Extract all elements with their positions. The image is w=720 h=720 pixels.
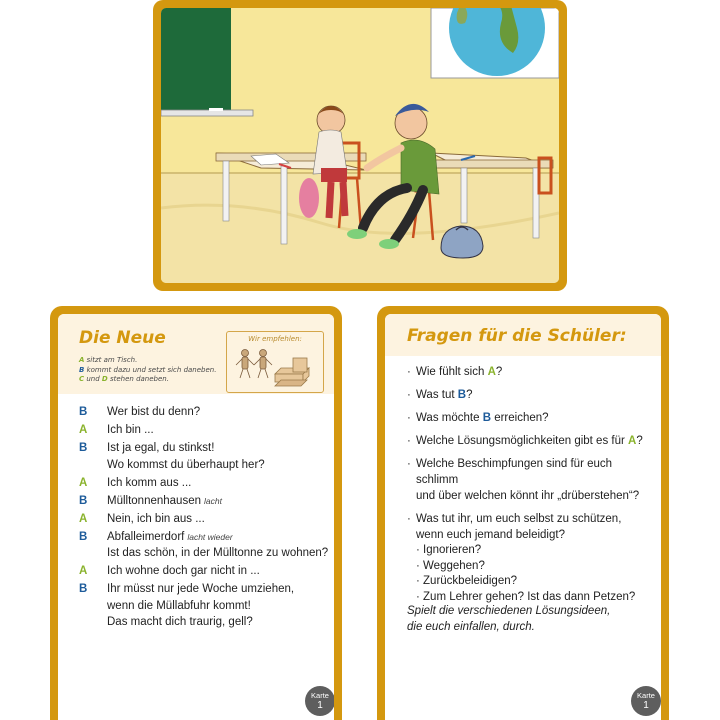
dialog-list xyxy=(79,404,329,632)
speaker-label: B xyxy=(79,442,88,454)
question-item: · Wie fühlt sich A? xyxy=(407,366,503,378)
speaker-label: B xyxy=(79,406,88,418)
speaker-label: B xyxy=(79,583,88,595)
setup-instructions: A sitzt am Tisch. B kommt dazu und setzt sich daneben. C und D stehen daneben. xyxy=(79,356,217,383)
question-item: · Welche Lösungsmöglichkeiten gibt es für A? xyxy=(407,435,643,447)
sub-option: · Zurückbeleidigen? xyxy=(416,575,518,587)
scene-card-body xyxy=(58,314,334,720)
questions-card-body xyxy=(385,314,661,720)
card-title: Die Neue xyxy=(79,328,166,348)
speaker-label: B xyxy=(79,494,88,507)
questions-card xyxy=(377,306,669,720)
speaker-label: A xyxy=(79,476,88,489)
question-item: · Welche Beschimpfungen sind für euch schlimm und über welchen könnt ihr „drüberstehen“? xyxy=(407,458,640,502)
backpack xyxy=(441,226,483,258)
card-title: Fragen für die Schüler: xyxy=(407,326,627,346)
props-icon xyxy=(227,332,323,392)
role-b: B xyxy=(79,365,85,374)
recommendation-label: Wir empfehlen: xyxy=(248,335,302,343)
question-item: · Was möchte B erreichen? xyxy=(407,412,549,424)
recommendation-box xyxy=(226,331,324,393)
speaker-label: A xyxy=(79,512,88,525)
sub-option: · Zum Lehrer gehen? Ist das dann Petzen? xyxy=(416,590,636,603)
question-item: · Was tut ihr, um euch selbst zu schützen, wenn euch jemand beleidigt? · Ignorieren? · Weggehen? · Zurückbeleidigen? · Zum Lehrer gehen? Ist das dann Petzen? xyxy=(407,511,657,605)
dialog-line: A Ich wohne doch gar nicht in ... xyxy=(79,563,329,580)
dialog-line: A Ich komm aus ... xyxy=(79,475,329,492)
speaker-label: A xyxy=(79,565,88,577)
question-list xyxy=(407,364,657,612)
role-a: A xyxy=(79,356,85,364)
dialog-line: B Abfalleimerdorf lacht wieder Ist das schön, in der Mülltonne zu wohnen? xyxy=(79,530,329,559)
dialog-line: B Ist ja egal, du stinkst! Wo kommst du überhaupt her? xyxy=(79,442,265,471)
card-number-badge: Karte 1 xyxy=(305,686,334,716)
stage-direction: lacht xyxy=(204,495,222,506)
dialog-line: A Nein, ich bin aus ... xyxy=(79,511,329,528)
card-number-badge: Karte 1 xyxy=(631,686,661,716)
role-c: C xyxy=(79,375,85,383)
chalkboard xyxy=(161,8,231,112)
classroom-scene xyxy=(161,8,559,283)
dialog-line: B Ihr müsst nur jede Woche umziehen, wenn die Müllabfuhr kommt! Das macht dich traurig, gell? xyxy=(79,583,295,628)
illustration-card xyxy=(153,0,567,291)
dialog-line: A Ich bin ... xyxy=(79,422,329,439)
speaker-label: A xyxy=(79,424,88,436)
dialog-line: B Wer bist du denn? xyxy=(79,404,329,421)
question-item: · Was tut B? xyxy=(407,389,473,401)
sub-option: · Ignorieren? xyxy=(416,544,482,556)
scene-card xyxy=(50,306,342,720)
dialog-line: B Mülltonnenhausen lacht xyxy=(79,493,329,510)
sub-option: · Weggehen? xyxy=(416,559,485,572)
closing-instruction: Spielt die verschiedenen Lösungsideen, die euch einfallen, durch. xyxy=(407,605,611,633)
stage-direction: lacht wieder xyxy=(187,531,233,542)
speaker-label: B xyxy=(79,530,88,543)
role-d: D xyxy=(101,375,108,383)
classroom-illustration xyxy=(161,8,559,283)
